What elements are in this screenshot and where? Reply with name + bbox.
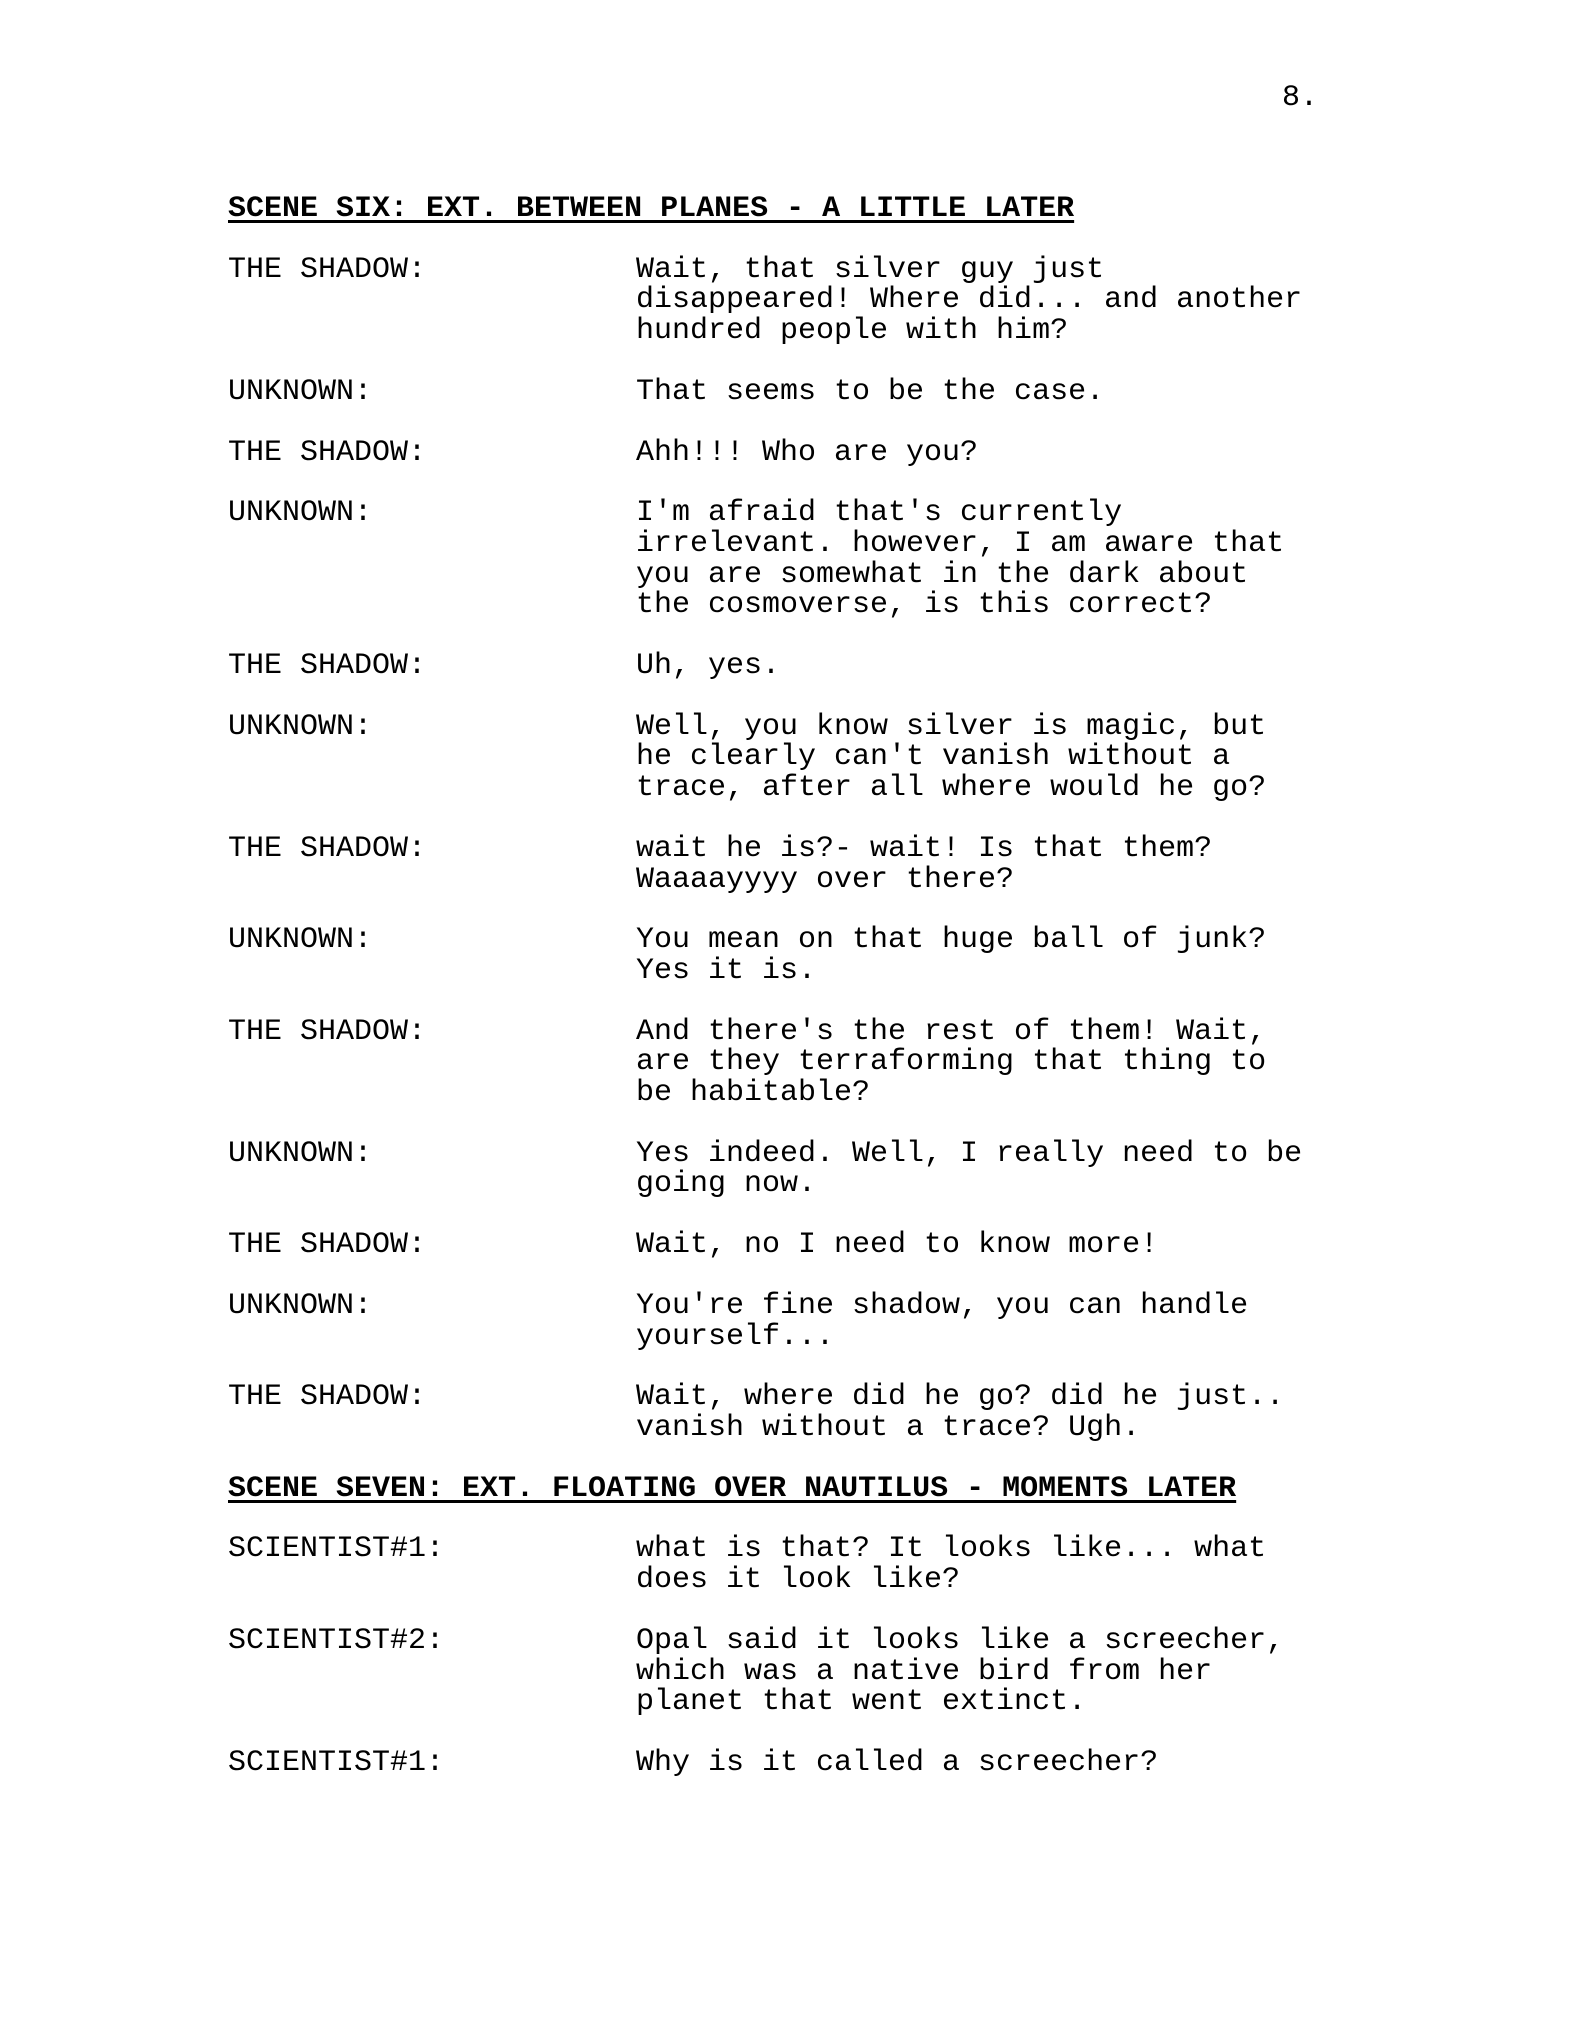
- character-name: UNKNOWN:: [228, 709, 373, 744]
- character-name: THE SHADOW:: [228, 649, 427, 684]
- dialogue-text: That seems to be the case.: [636, 374, 1105, 409]
- dialogue-text: what is that? It looks like... what does it look like?: [636, 1532, 1267, 1598]
- character-name: THE SHADOW:: [228, 1380, 427, 1415]
- dialogue-block: [228, 435, 1348, 470]
- dialogue-text: I'm afraid that's currently irrelevant. however, I am aware that you are somewhat in the dark about the cosmoverse, is this correct?: [636, 496, 1285, 623]
- dialogue-text: Wait, no I need to know more!: [636, 1228, 1159, 1263]
- dialogue-text: Ahh!!! Who are you?: [636, 435, 979, 470]
- character-name: UNKNOWN:: [228, 496, 373, 531]
- dialogue-block: [228, 1623, 1348, 1720]
- character-name: THE SHADOW:: [228, 1228, 427, 1263]
- scene: [228, 194, 1348, 1444]
- dialogue-block: [228, 374, 1348, 409]
- scene-heading: SCENE SIX: EXT. BETWEEN PLANES - A LITTLE LATER: [228, 192, 1075, 226]
- dialogue-block: [228, 1532, 1348, 1598]
- dialogue-text: wait he is?- wait! Is that them? Waaaayyyy over there?: [636, 831, 1213, 897]
- screenplay-content: [228, 194, 1348, 1809]
- character-name: UNKNOWN:: [228, 1136, 373, 1171]
- dialogue-text: Opal said it looks like a screecher, which was a native bird from her planet that went extinct.: [636, 1623, 1285, 1720]
- dialogue-block: [228, 498, 1348, 621]
- dialogue-block: [228, 252, 1348, 349]
- dialogue-block: [228, 1382, 1348, 1443]
- dialogue-text: Why is it called a screecher?: [636, 1745, 1159, 1780]
- dialogue-block: [228, 709, 1348, 806]
- dialogue-block: [228, 831, 1348, 897]
- character-name: SCIENTIST#2:: [228, 1623, 445, 1658]
- dialogue-text: You mean on that huge ball of junk? Yes it is.: [636, 923, 1267, 988]
- dialogue-text: Well, you know silver is magic, but he clearly can't vanish without a trace, after all where would he go?: [636, 709, 1267, 806]
- dialogue-text: Uh, yes.: [636, 649, 781, 684]
- dialogue-block: [228, 925, 1348, 986]
- character-name: UNKNOWN:: [228, 1288, 373, 1323]
- character-name: SCIENTIST#1:: [228, 1532, 445, 1567]
- dialogue-text: Yes indeed. Well, I really need to be going now.: [636, 1136, 1303, 1202]
- dialogue-text: Wait, that silver guy just disappeared! Where did... and another hundred people with him?: [636, 252, 1303, 349]
- scene: [228, 1471, 1348, 1780]
- character-name: THE SHADOW:: [228, 1014, 427, 1049]
- dialogue-block: [228, 1136, 1348, 1202]
- dialogue-text: Wait, where did he go? did he just.. vanish without a trace? Ugh.: [636, 1380, 1285, 1445]
- character-name: THE SHADOW:: [228, 831, 427, 866]
- dialogue-block: [228, 651, 1348, 682]
- dialogue-block: [228, 1014, 1348, 1111]
- character-name: THE SHADOW:: [228, 435, 427, 470]
- character-name: SCIENTIST#1:: [228, 1745, 445, 1780]
- character-name: UNKNOWN:: [228, 374, 373, 409]
- page-number: 8.: [1281, 81, 1318, 115]
- dialogue-text: You're fine shadow, you can handle yourself...: [636, 1288, 1249, 1354]
- character-name: UNKNOWN:: [228, 923, 373, 958]
- dialogue-block: [228, 1288, 1348, 1354]
- character-name: THE SHADOW:: [228, 252, 427, 287]
- dialogue-block: [228, 1230, 1348, 1261]
- dialogue-block: [228, 1745, 1348, 1780]
- dialogue-text: And there's the rest of them! Wait, are they terraforming that thing to be habitable?: [636, 1014, 1267, 1111]
- scene-heading: SCENE SEVEN: EXT. FLOATING OVER NAUTILUS - MOMENTS LATER: [228, 1471, 1237, 1506]
